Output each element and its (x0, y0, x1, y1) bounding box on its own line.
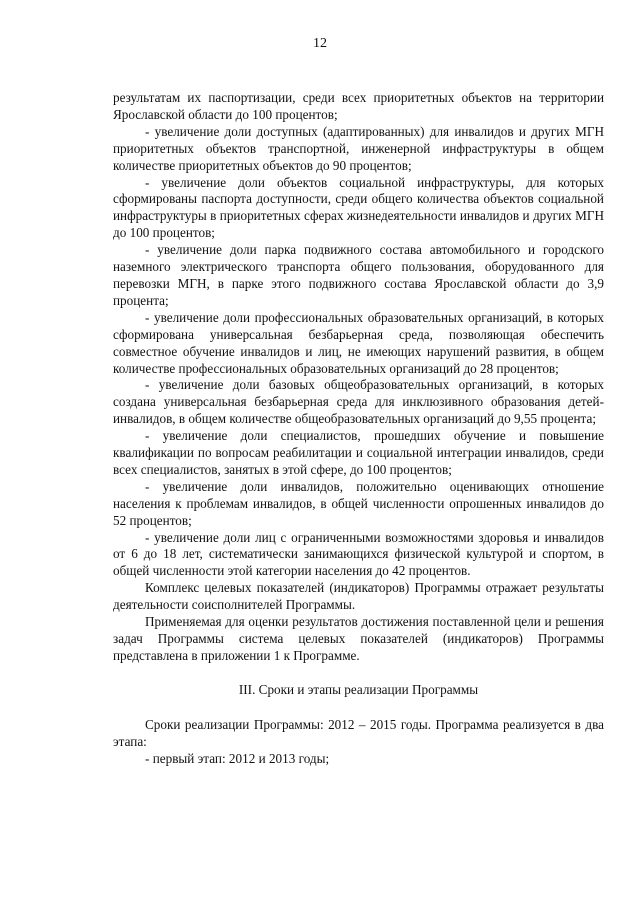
document-body (113, 90, 604, 767)
paragraph: Комплекс целевых показателей (индикаторов) Программы отражает результаты деятельности соисполнителей Программы. (113, 580, 604, 613)
list-item: - увеличение доли профессиональных образовательных организаций, в которых сформирована универсальная безбарьерная среда, позволяющая обеспечить совместное обучение инвалидов и лиц, не имеющих нарушений развития, в общем количестве профессиональных образовательных организаций до 28 процентов; (113, 309, 604, 376)
list-item: - увеличение доли парка подвижного состава автомобильного и городского наземного электрического транспорта общего пользования, оборудованного для перевозки МГН, в парке этого подвижного состава Ярославской области до 3,9 процента; (113, 242, 604, 308)
section-title: III. Сроки и этапы реализации Программы (238, 681, 479, 697)
list-item: - увеличение доли доступных (адаптированных) для инвалидов и других МГН приоритетных объектов транспортной, инженерной инфраструктуры в общем количестве приоритетных объектов до 90 процентов; (113, 123, 604, 173)
list-item: - увеличение доли базовых общеобразовательных организаций, в которых создана универсальная безбарьерная среда для инклюзивного образования детей-инвалидов, в общем количестве общеобразовательных организаций до 9,55 процента; (113, 377, 604, 427)
paragraph: Применяемая для оценки результатов достижения поставленной цели и решения задач Программы система целевых показателей (индикаторов) Программы представлена в приложении 1 к Программе. (113, 614, 604, 663)
paragraph: результатам их паспортизации, среди всех приоритетных объектов на территории Ярославской области до 100 процентов; (113, 90, 604, 122)
list-item: - увеличение доли инвалидов, положительно оценивающих отношение населения к проблемам инвалидов, в общей численности опрошенных инвалидов до 52 процентов; (113, 478, 604, 528)
list-item: - увеличение доли лиц с ограниченными возможностями здоровья и инвалидов от 6 до 18 лет, систематически занимающихся физической культурой и спортом, в общей численности этой категории населения до 42 процентов. (113, 529, 604, 579)
list-item: - увеличение доли объектов социальной инфраструктуры, для которых сформированы паспорта доступности, среди общего количества объектов социальной инфраструктуры в приоритетных сферах жизнедеятельности инвалидов и других МГН до 100 процентов; (113, 174, 604, 241)
page-number: 12 (313, 36, 327, 51)
list-item: - первый этап: 2012 и 2013 годы; (145, 750, 330, 766)
list-item: - увеличение доли специалистов, прошедших обучение и повышение квалификации по вопросам реабилитации и социальной интеграции инвалидов, среди всех специалистов, занятых в этой сфере, до 100 процентов; (113, 428, 604, 477)
paragraph: Сроки реализации Программы: 2012 – 2015 годы. Программа реализуется в два этапа: (113, 716, 604, 749)
